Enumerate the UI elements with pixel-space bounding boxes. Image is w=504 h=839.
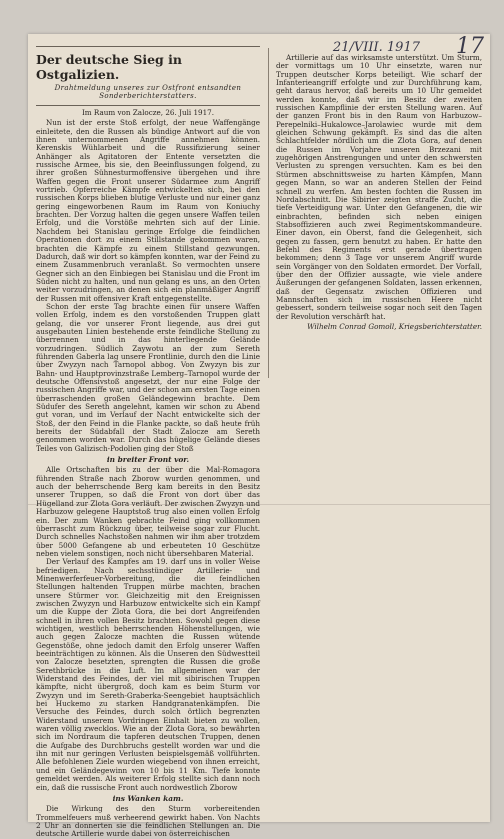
handwritten-number: 17	[456, 34, 484, 59]
paragraph: Nun ist der erste Stoß erfolgt, der neue Waffengänge einleitete, den die Russen als bündige Antwort auf die von ihnen unternommenen Angriffe annehmen können. Kerenskis Wühlarbeit und die Russifizierung seiner Anhänger als Agitatoren der Entente versetzten die russische Armee, bis sie, den Beeinflussungen folgend, zu ihrer großen Sühnesturmoffensive übergehen und ihre Waffen gegen die Front unserer Südarmee zum Angriff vortrieb. Opferreiche Kämpfe entwickelten sich, bei den russischen Korps blieben blutige Verluste und nur einer ganz gering eingeworbenen Raum im Raum von Koniuchy brachten. Der Vorzug halten die gegen unsere Waffen teilen Erfolg, und die Vorstöße mehrten sich auf der Linie. Nachdem bei Stanislau geringe Erfolge die feindlichen Operationen dort zu einem Stillstande gekommen waren, brachten die Kämpfe zu einem Stillstand gezwungen. Dadurch, daß wir dort so kämpfen konnten, war der Feind zu einem Zusammenbruch veranlaßt. So vermochten unsere Gegner sich an den Einbiegen bei Stanislau und die Front im Süden nicht zu halten, und nun gelang es uns, an den Orten weiter vorzudringen, an denen sich ein planmäßiger Angriff der Russen mit offensiver Kraft entgegenstellte.	[36, 118, 260, 303]
section-heading: in breiter Front vor.	[106, 455, 190, 465]
paragraph: Der Verlauf des Kampfes am 19. darf uns in voller Weise befriedigen. Nach sechsstündiger Artillerie- und Minenwerferfeuer-Vorbereitung, die die feindlichen Stellungen haltenden Truppen mürbe machten, brachen unsere Stürmer vor. Gleichzeitig mit den Ereignissen zwischen Zwyzyn und Harbuzow entwickelte sich ein Kampf um die Kuppe der Zlota Gora, die bei dort Angreifenden schnell in ihren vollen Besitz brachten. Sowohl gegen diese wichtigen, westlich beherrschenden Höhenstellungen, wie auch gegen Zalocze machten die Russen wütende Gegenstöße, ohne jedoch damit den Erfolg unserer Waffen beeinträchtigen zu können. Als die Unseren den Südwestteil von Zalocze besetzten, sprengten die Russen die große Serethbrücke in die Luft. Im allgemeinen war der Widerstand des Feindes, der viel mit sibirischen Truppen kämpfte, nicht übergroß, doch kam es beim Sturm vor Zwyzyn und im Sereth-Graberka-Seengebiet hauptsächlich bei Huckemo zu starken Handgranatenkämpfen. Die Versuche des Feindes, durch solch örtlich begrenzten Widerstand unserem Vordringen Einhalt bieten zu wollen, waren völlig zwecklos. Wie an der Zlota Gora, so bewährten sich im Nordraum die tapferen deutschen Truppen, denen die Aufgabe des Durchbruchs gestellt worden war und die ihn mit nur geringen Verlusten beispielsgemäß vollführten. Alle befohlenen Ziele wurden wiegebend von ihnen erreicht, und ein Geländegewinn von 10 bis 11 Km. Tiefe konnte gemeldet werden. Als weiterer Erfolg stellte sich dann noch ein, daß die russische Front auch nordwestlich Zborow	[36, 557, 260, 792]
paragraph: Alle Ortschaften bis zu der über die Mal-Romagora führenden Straße nach Zborow wurden genommen, und auch der beherrschende Berg kam bereits in den Besitz unserer Truppen, so daß die Front von dort über das Hügelland zur Zlota Gora verläuft. Der zwischen Zwyzyn und Harbuzow gelegene Hauptstoß trug also einen vollen Erfolg ein. Der zum Wanken gebrachte Feind ging vollkommen überrascht zum Rückzug über, teilweise sogar zur Flucht. Durch schnelles Nachstoßen nahmen wir ihm aber trotzdem über 5000 Gefangene ab und erbeuteten 10 Geschütze neben vielem sonstigen, noch nicht übersehbaren Material.	[36, 465, 260, 558]
author-signature: Wilhelm Conrad Gomoll, Kriegsberichterstatter.	[307, 322, 482, 331]
fold-mark	[28, 504, 490, 505]
paragraph: Schon der erste Tag brachte einen für unsere Waffen vollen Erfolg, indem es den vorstoßenden Truppen glatt gelang, die vor unserer Front liegende, aus drei gut ausgebauten Linien bestehende erste feindliche Stellung zu überrennen und in das hinterliegende Gelände vorzudringen. Südlich Zaywotu an der zum Sereth führenden Gaberla lag unsere Frontlinie, durch den die Linie über Zwyzyn nach Tarnopol abbog. Von Zwyzyn bis zur Bahn- und Hauptprovinzstraße Lemberg–Tarnopol wurde der deutsche Offensivstoß angesetzt, der nur eine Folge der russischen Angriffe war, und der schon am ersten Tage einen überraschenden großen Geländegewinn brachte. Dem Südufer des Sereth angelehnt, kamen wir schon zu Abend gut voran, und im Verlauf der Nacht entwickelte sich der Stoß, der den Feind in die Flanke packte, so daß heute früh bereits der Südabfall der Stadt Zalocze am Sereth genommen worden war. Durch das hügelige Gelände dieses Teiles von Galizisch-Podolien ging der Stoß	[36, 301, 260, 453]
left-column	[36, 46, 260, 839]
headline-box	[36, 46, 260, 106]
newspaper-clipping	[28, 34, 490, 839]
article-title: Der deutsche Sieg in Ostgalizien.	[36, 52, 182, 82]
article-dateline: Im Raum von Zalocze, 26. Juli 1917.	[81, 108, 215, 117]
column-divider	[268, 48, 269, 378]
article-subtitle: Drahtmeldung unseres zur Ostfront entsandten Sonderberichterstatters.	[54, 84, 242, 100]
paragraph: Die Wirkung des den Sturm vorbereitenden Trommelfeuers muß verheerend gewirkt haben. Von Nachts 2 Uhr an donnerten sie die feindlichen Stellungen an. Die deutsche Artillerie wurde dabei von österreichischen	[36, 804, 260, 839]
handwritten-date: 21/VIII. 1917	[332, 40, 420, 55]
right-column	[276, 54, 482, 384]
paragraph: Artillerie auf das wirksamste unterstützt. Um Sturm, der vormittags um 10 Uhr einsetzte, waren nur Truppen deutscher Korps beteiligt. Wie scharf der Infanterieangriff erfolgte und zur Durchführung kam, geht daraus hervor, daß bereits um 10 Uhr gemeldet werden konnte, daß wir im Besitz der zweiten russischen Kampflinie der ersten Stellung waren. Auf der ganzen Front bis in den Raum von Harbuzow–Perepelniki–Hukalowce–Jarolawiec wurde mit dem gleichen Schwung gekämpft. Es sind das die alten Schlachtfelder nördlich um die Zlota Gora, auf denen die Russen im Vorjahre unseren Brzezani mit zugehörigen Anstrengungen und unter den schwersten Verlusten zu sprengen versuchten. Kam es bei den Stürmen abschnittsweise zu harten Kämpfen, Mann gegen Mann, so war an anderen Stellen der Feind schnell zu werfen. Am besten fochten die Russen im Nordabschnitt. Die Sibirier zeigten straffe Zucht, die tiefe Verteidigung war. Unter den Gefangenen, die wir einbrachten, befinden sich neben einigen Stabsoffizieren auch zwei Regimentskommandeure. Einer davon, ein Oberst, fand die Gelegenheit, sich gegen zu fassen, gern benutzt zu haben. Er hatte den Befehl des Regiments erst gerade übertragen bekommen; denn 3 Tage vor unserem Angriff wurde sein Vorgänger von den Soldaten ermordet. Der Vorfall, über den der Offizier aussagte, wie viele andere Äußerungen der gefangenen Soldaten, lassen erkennen, daß der Gegensatz zwischen Offizieren und Mannschaften sich im russischen Heere nicht gebessert, sondern teilweise sogar noch seit den Tagen der Revolution verschärft hat.	[276, 53, 482, 321]
section-heading: ins Wanken kam.	[112, 793, 184, 803]
